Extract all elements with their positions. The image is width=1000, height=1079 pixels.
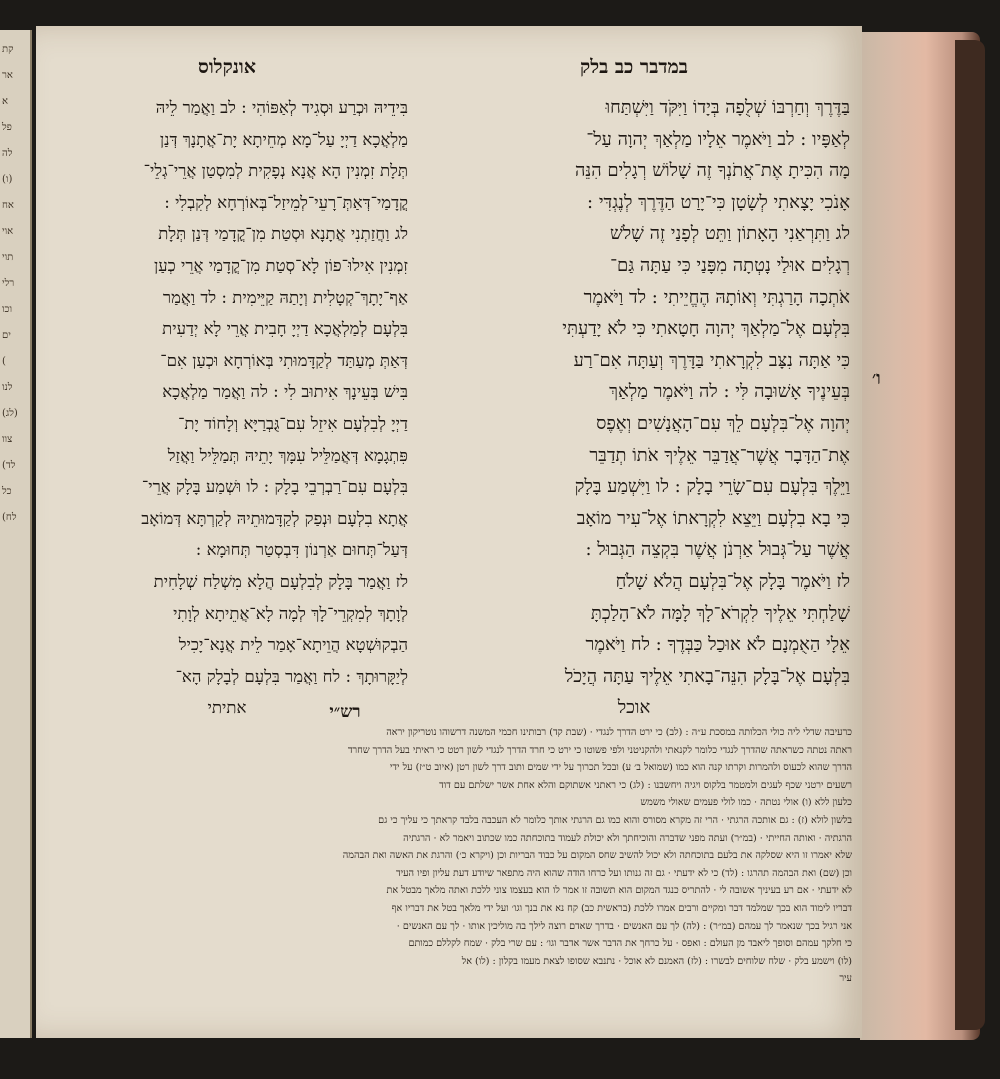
onkelos-line: קֳדָמַי־דְּאַתְּ־רָעֵי־לְמֵיזַל־בְּאוֹרְחָא לְקִבְלִי :: [164, 192, 408, 212]
onkelos-line: אֲתָא בִלְעָם וּנְפַק לְקַדָּמוּתֵיהּ לְקַרְתָּא דְּמוֹאָב: [141, 508, 408, 528]
prev-page-fragment: אר: [2, 70, 13, 81]
onkelos-line: פִּתְגָמָא דְּאֲמַלֵּיל עִמָּךְ יָתֵיהּ תְּמַלֵּיל וַאֲזַל: [167, 445, 408, 465]
rashi-commentary: [46, 724, 852, 988]
rashi-title: רש״י: [329, 702, 361, 722]
prev-page-fragment: (ו): [2, 174, 13, 185]
prev-page-fragment: צוו: [2, 434, 13, 445]
hebrew-text-column: [418, 56, 850, 724]
hebrew-text-lines: [418, 92, 850, 692]
prev-page-fragment: קת: [2, 44, 14, 55]
rashi-line: שלא יאמרו זו היא שסלקה את בלעם בתוכחתה ולא יכול להשיב שחס המקום על כבוד הבריות וכן (ויקרא כ׳) והרגת את האשה ואת הבהמה: [342, 850, 852, 862]
rashi-line: רשעים ירטני שכף לעגים ולמטמר בלקוס ויגיה ויחשבנו : (לג) כי ראתני אשתוקם והלא אחת אשר ישלתם עם דוד: [439, 779, 852, 791]
onkelos-column: [46, 56, 408, 724]
text-line: כִּי בָא בִלְעָם וַיֵּצֵא לִקְרָאתוֹ אֶל־עִיר מוֹאָב: [576, 507, 850, 529]
prev-page-fragment: (: [2, 356, 6, 367]
prev-page-fragment: תוי: [2, 252, 14, 263]
text-line: אֹתְכָה הָרַגְתִּי וְאוֹתָהּ הֶחֱיֵיתִי : לד וַיֹּאמֶר: [583, 286, 850, 308]
prev-page-fragment: (לג): [2, 408, 18, 419]
rashi-line: ראתה נטתה כשראתה שהדרך לנגדי כלומר לקנאתי ולהקניטני ולפי פשוטו כי ירט כי חרד הדרך לנגדי לשון רטט כי ראיתי בעל הדרך שחרד: [347, 744, 852, 756]
rashi-line: (לו) וישמע בלק · שלח שלוחים לבשרו : (לז) האמנם לא אוכל · נתנבא שסופו לצאת מעמו בקלון : (לו) אל: [461, 955, 852, 967]
margin-mark: ו׳: [872, 368, 881, 389]
rashi-line: הרגתיה · ואותה החייתי · (במ״ר) ועתה מפני שדברה והוכיחתך ולא יכולת לעמוד בתוכחתה כמו שכתוב ויאמר לא · הרגתיה: [403, 832, 852, 844]
catchword: אוכל: [617, 697, 651, 719]
rashi-line: כרעיבה שדלי ליה כולי הכלותה במסכת ע״ה : (לב) כי ירט הדרך לנגדי · (שבת קד) רבותינו חכמי המשנה דרשוהו נוטריקון יראה: [386, 727, 852, 738]
onkelos-text-lines: [46, 92, 408, 692]
onkelos-line: לְוָתָךְ לְמִקְרֵי־לָךְ לְמָה לָא־אֲתֵיתָא לְוָתִי: [173, 603, 408, 623]
text-line: לג וַתִּרְאַנִי הָאָתוֹן וַתֵּט לְפָנַי זֶה שָׁלֹשׁ: [610, 223, 850, 245]
prev-page-fragment: אח: [2, 200, 14, 211]
rashi-line: בלשון לולא (ז) : גם אותכה הרגתי · הרי זה מקרא מסורס והוא כמו גם הרגתי אותך כלומר לא העכבה בלבד קראתך כי עליך כי גם: [378, 814, 852, 826]
onkelos-line: בִּלְעָם עִם־רַבְרְבֵי בָלָק : לו וּשְׁמַע בָּלָק אֲרֵי־: [141, 477, 408, 497]
text-line: בְּעֵינֶיךָ אָשׁוּבָה לִּי : לה וַיֹּאמֶר מַלְאַךְ: [609, 381, 850, 403]
text-line: רְגָלִים אוּלַי נָטְתָה מִפָּנַי כִּי עַתָּה גַּם־: [610, 254, 850, 276]
text-line: אֵלָי הַאֻמְנָם לֹא אוּכַל כַּבְּדֶךָ : לח וַיֹּאמֶר: [585, 634, 850, 656]
rashi-line: אני רגיל בכך שנאמר לך עמהם (במ״ר) : (לה) לך עם האנשים · בדרך שאדם רוצה לילך בה מוליכין אותו · לך עם האנשים ·: [396, 920, 852, 932]
rashi-line: הדרך שהוא לכעוס ולהמרות וקרתו קנה הוא כמו (שמואל ב׳ ע) ובכל תכרוך על ידי שמים ותוב דרך לשון רטן (איוב ט״ז) על ידי: [389, 762, 852, 774]
rashi-line: כי חלקך עמהם וסופך ליאבד מן העולם : ואפס · על כרחך את הדבר אשר אדבר וגו׳ : עם שרי בלק · שמח לקללם כמותם: [408, 938, 852, 950]
text-line: בִּלְעָם אֶל־בָּלָק הִנֵּה־בָאתִי אֵלֶיךָ עַתָּה הֲיָכֹל: [564, 665, 850, 687]
prev-page-fragment: א: [2, 96, 9, 107]
text-line: בִּלְעָם אֶל־מַלְאַךְ יְהוָה חָטָאתִי כִּי לֹא יָדַעְתִּי: [562, 318, 850, 340]
prev-page-fragment: (לד: [2, 460, 16, 471]
rashi-line: וכן (שם) ואת הבהמה תהרגו : (לד) כי לא ידעתי · גם זה גנותו ועל כרחו הודה שהוא היה מתפאר שיודע דעת עליון ופיו העיד: [396, 867, 852, 879]
text-line: וַיֵּלֶךְ בִּלְעָם עִם־שָׂרֵי בָלָק : לו וַיִּשְׁמַע בָּלָק: [574, 476, 850, 498]
onkelos-line: לג וַחֲזַתְנִי אֲתָנָא וּסְטַת מִן־קֳדָמַי דְּנַן תְּלָת: [158, 224, 408, 244]
onkelos-line: לז וַאֲמַר בָּלָק לְבִלְעָם הֲלָא מִשְׁלַח שְׁלָחִית: [153, 571, 408, 591]
rashi-line: כלעון ללא (ו) אולי נטתה · כמו לולי פעמים שאולי משמש: [640, 797, 852, 809]
text-line: בַּדֶּרֶךְ וְחַרְבּוֹ שְׁלֻפָה בְּיָדוֹ וַיִּקֹּד וַיִּשְׁתַּחוּ: [605, 97, 850, 118]
onkelos-catchword: אתיתי: [207, 698, 247, 718]
running-header: במדבר כב בלק: [580, 56, 688, 78]
prev-page-fragment: וכו: [2, 304, 13, 315]
rashi-line: עיר: [839, 973, 852, 985]
onkelos-header: אונקלוס: [198, 56, 256, 78]
text-line: יְהוָה אֶל־בִּלְעָם לֵךְ עִם־הָאֲנָשִׁים וְאֶפֶס: [596, 412, 850, 434]
text-line: כִּי אַתָּה נִצָּב לִקְרָאתִי בַּדָּרֶךְ וְעַתָּה אִם־רַע: [573, 349, 850, 371]
onkelos-line: דַיְיָ לְבִלְעָם אִיזֵל עִם־גֻּבְרַיָּא וְלָחוֹד יָת־: [178, 413, 408, 433]
onkelos-line: בִּידֵיהּ וּכְרַע וּסְגִיד לְאַפּוֹהִי : לב וַאֲמַר לֵיהּ: [155, 98, 408, 117]
onkelos-line: אַף־יָתָךְ־קְטָלִית וְיָתַהּ קַיֵּימִית : לד וַאֲמַר: [162, 287, 408, 307]
text-line: לז וַיֹּאמֶר בָּלָק אֶל־בִּלְעָם הֲלֹא שָׁלֹחַ: [615, 570, 850, 592]
onkelos-line: מַלְאֲכָא דַיְיָ עַל־מָא מְחֵיתָא יָת־אֲתָנָךְ דְּנַן: [159, 129, 408, 149]
onkelos-line: תְּלָת זִמְנִין הָא אֲנָא נְפָקִית לְמִסְטַן אֲרֵי־גְלֵי־: [143, 161, 408, 181]
text-line: אֶת־הַדָּבָר אֲשֶׁר־אֲדַבֵּר אֵלֶיךָ אֹתוֹ תְדַבֵּר: [589, 444, 850, 466]
prev-page-fragment: פל: [2, 122, 12, 133]
text-line: לְאַפָּיו : לב וַיֹּאמֶר אֵלָיו מַלְאַךְ יְהוָה עַל־: [586, 128, 850, 150]
prev-page-fragment: לה: [2, 148, 13, 159]
onkelos-line: לְיַקָּרוּתָךְ : לח וַאֲמַר בִּלְעָם לְבָלָק הָא־: [175, 666, 408, 686]
text-line: מָה הִכִּיתָ אֶת־אֲתֹנְךָ זֶה שָׁלוֹשׁ רְגָלִים הִנֵּה: [575, 160, 850, 182]
onkelos-line: דְּאַתְּ מְעַתַּד לְקַדָּמוּתִי בְּאוֹרְחָא וּכְעַן אִם־: [160, 350, 408, 370]
prev-page-fragment: לנו: [2, 382, 13, 393]
onkelos-line: בִּלְעָם לְמַלְאֲכָא דַיְיָ חָבִית אֲרֵי לָא יְדַעִית: [162, 319, 408, 339]
onkelos-line: דְּעַל־תְּחוּם אַרְנוֹן דִּבְסְטַר תְּחוּמָא :: [195, 540, 408, 560]
prev-page-fragment: אוי: [2, 226, 14, 237]
prev-page-fragment: רלי: [2, 278, 15, 289]
previous-page-edge: [0, 30, 32, 1038]
onkelos-line: הַבְקוּשְׁטָא הֲוֵיתָא־אָמַר לֵית אֲנָא־יָכִיל: [178, 635, 408, 655]
text-line: אֲשֶׁר עַל־גְּבוּל אַרְנֹן אֲשֶׁר בִּקְצֵה הַגְּבוּל :: [585, 539, 850, 561]
text-line: שָׁלַחְתִּי אֵלֶיךָ לִקְרֹא־לָךְ לָמָּה לֹא־הָלַכְתָּ: [590, 602, 850, 624]
prev-page-fragment: (לח: [2, 512, 17, 523]
prev-page-fragment: ים: [2, 330, 11, 341]
text-line: אָנֹכִי יָצָאתִי לְשָׂטָן כִּי־יָרַט הַדֶּרֶךְ לְנֶגְדִּי :: [587, 191, 850, 213]
prev-page-fragment: כל: [2, 486, 12, 497]
rashi-line: לא ידעתי · אם רע בעיניך אשובה לי · להתריס כנגד המקום הוא תשובה זו אמר לו הוא בעצמו צוני ללכת ואתה מלאך מבטל את: [386, 885, 852, 897]
onkelos-line: בִּישׁ בְּעֵינָךְ אִיתוּב לִי : לה וַאֲמַר מַלְאֲכָא: [162, 382, 408, 402]
onkelos-line: זִמְנִין אִילוּ־פוֹן לָא־סְטַת מִן־קֳדָמַי אֲרֵי כְעַן: [154, 255, 408, 275]
book-cover: [955, 40, 985, 1030]
rashi-line: דבריו לימוד הוא בכך שמלמד דבר ומקיים ורבים אמרו ללכת (בראשית כב) קח נא את בנך וגו׳ ועל ידי מלאך בטל את דבריו אף: [391, 902, 852, 914]
